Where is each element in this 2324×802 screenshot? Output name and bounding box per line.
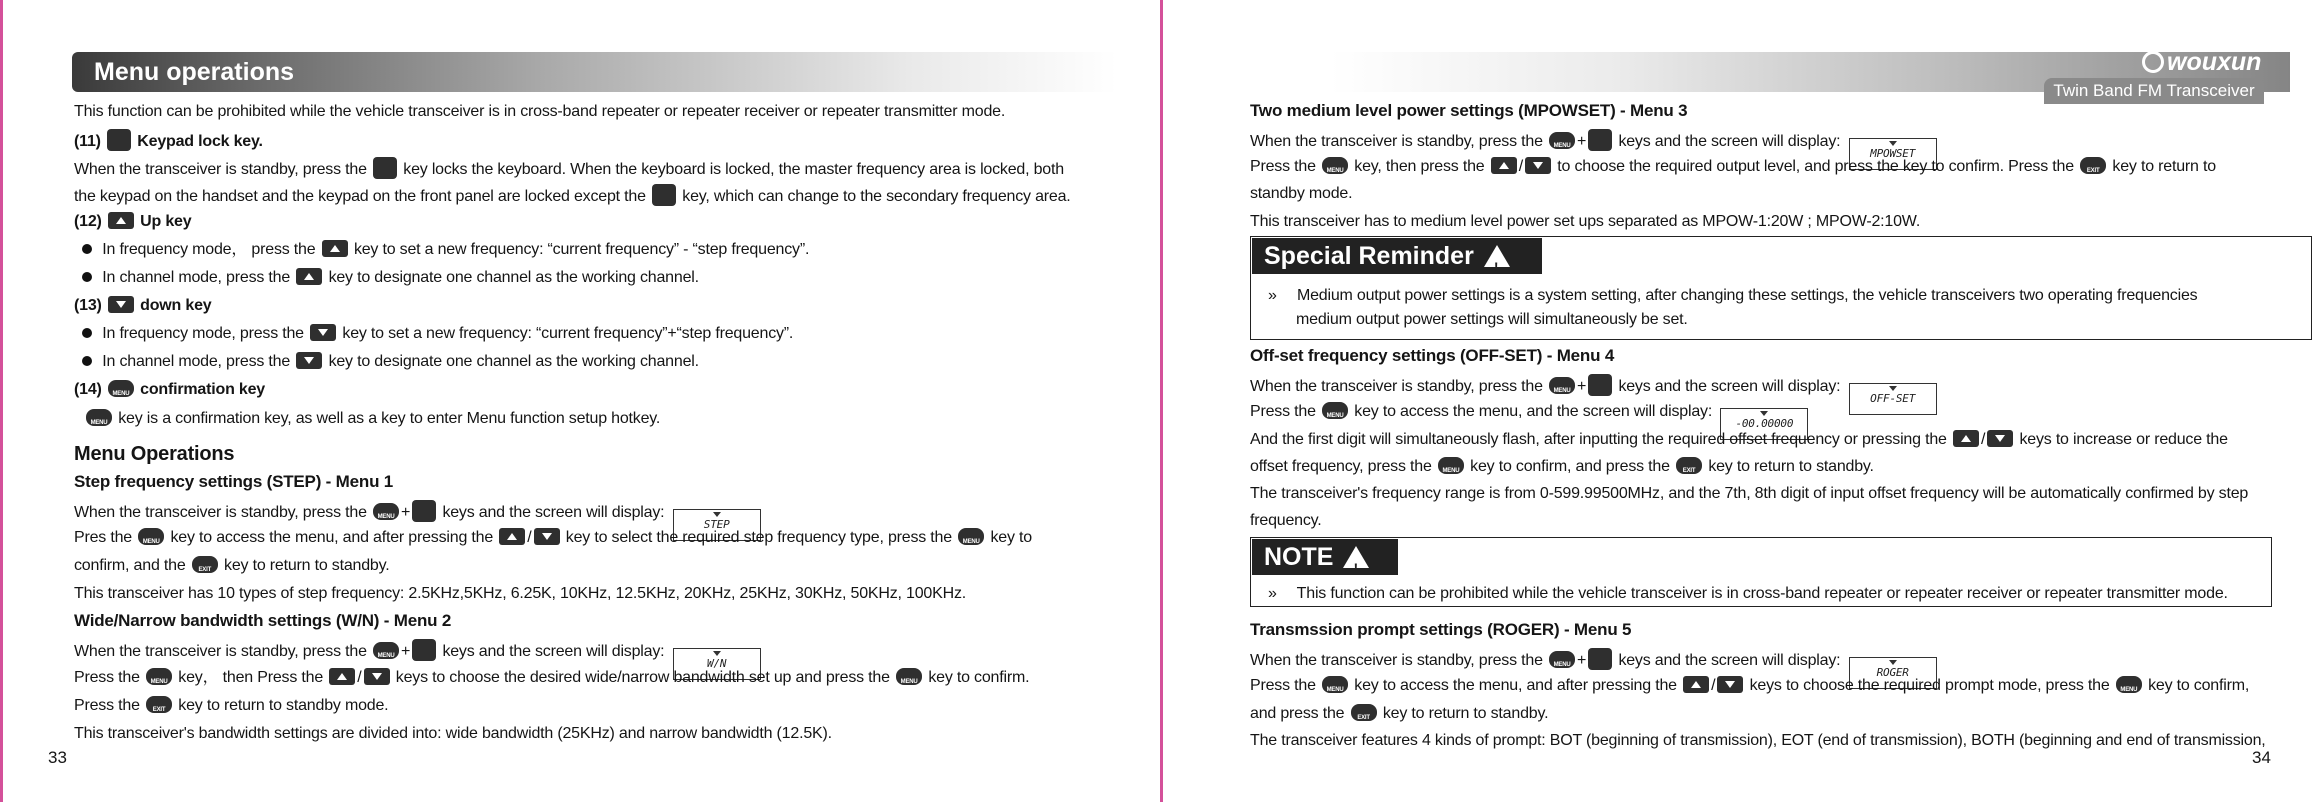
band-key-icon <box>412 500 436 522</box>
exit-key-icon <box>192 556 218 573</box>
up-arrow-key-icon <box>108 212 134 229</box>
key-3-icon <box>1588 129 1612 151</box>
text: keys to choose the desired wide/narrow bandwidth set up and press the <box>395 669 890 686</box>
text: key to <box>990 529 1032 546</box>
menu-key-icon <box>1322 157 1348 174</box>
text: key is a confirmation key, as well as a key to enter Menu function setup hotkey. <box>118 410 661 427</box>
text: and press the <box>1250 705 1345 722</box>
menu-key-icon <box>373 642 399 659</box>
down-arrow-key-icon <box>364 668 390 685</box>
lcd-display: MPOWSET <box>1849 138 1937 170</box>
text: key to access the menu, and after pressing the <box>170 529 494 546</box>
text: key to return to standby. <box>224 557 390 574</box>
chevron-right-icon: » <box>1268 585 1277 602</box>
text: key to return to standby. <box>1708 458 1874 475</box>
menu-key-icon <box>1549 651 1575 668</box>
lcd-display: ROGER <box>1849 657 1937 689</box>
slash: / <box>1711 677 1716 694</box>
offset-heading: Off-set frequency settings (OFF-SET) - Menu 4 <box>1250 346 1615 365</box>
menu-key-icon <box>1438 457 1464 474</box>
plus-sign: + <box>401 504 411 521</box>
offset-line5: The transceiver's frequency range is from 0-599.99500MHz, and the 7th, 8th digit of input offset frequency will be automatically confirmed by step <box>1250 485 2249 502</box>
up-arrow-key-icon <box>329 668 355 685</box>
text: Press the <box>1250 677 1316 694</box>
reminder-line1 <box>1268 286 2197 306</box>
plus-sign: + <box>1577 133 1587 150</box>
offset-line6: frequency. <box>1250 512 1322 529</box>
text: key to set a new frequency: “current frequency” - “step frequency”. <box>353 241 810 258</box>
text: key to return to standby mode. <box>178 697 389 714</box>
step-line4: This transceiver has 10 types of step frequency: 2.5KHz,5KHz, 6.25K, 10KHz, 12.5KHz, 20KHz, 25KHz, 30KHz, 50KHz, 100KHz. <box>74 585 967 602</box>
item-title: Up key <box>140 213 192 230</box>
text: Pres the <box>74 529 132 546</box>
menu-key-icon <box>2116 676 2142 693</box>
text: keys and the screen will display: <box>1618 378 1841 395</box>
note-line1 <box>1268 584 2228 604</box>
down-key-heading <box>74 296 211 316</box>
text: key， then Press the <box>178 669 324 686</box>
menu-key-icon <box>1549 377 1575 394</box>
mpowset-line3: standby mode. <box>1250 185 1353 202</box>
up-arrow-key-icon <box>1953 430 1979 447</box>
warning-icon <box>1484 245 1510 267</box>
text: key, which can change to the secondary frequency area. <box>682 188 1071 205</box>
mpowset-heading: Two medium level power settings (MPOWSET) - Menu 3 <box>1250 101 1688 120</box>
lcd-display: STEP <box>673 509 761 541</box>
roger-heading: Transmssion prompt settings (ROGER) - Menu 5 <box>1250 620 1632 639</box>
down-arrow-key-icon <box>1525 157 1551 174</box>
text: keys and the screen will display: <box>442 504 665 521</box>
down-arrow-key-icon <box>296 352 322 369</box>
key-5-icon <box>1588 648 1612 670</box>
bullet-icon <box>82 356 92 366</box>
step-heading: Step frequency settings (STEP) - Menu 1 <box>74 472 394 491</box>
menu-key-icon <box>108 380 134 397</box>
section-title: Menu operations <box>94 58 295 86</box>
plus-sign: + <box>1577 378 1587 395</box>
text: confirm, and the <box>74 557 186 574</box>
menu-operations-heading: Menu Operations <box>74 443 235 465</box>
down-arrow-key-icon <box>534 528 560 545</box>
text: In channel mode, press the <box>102 353 291 370</box>
text: When the transceiver is standby, press the <box>1250 652 1543 669</box>
up-arrow-key-icon <box>296 268 322 285</box>
menu-key-icon <box>86 409 112 426</box>
text: key to designate one channel as the working channel. <box>328 353 699 370</box>
mpowset-line2 <box>1250 157 2216 177</box>
text: keys to choose the required prompt mode, press the <box>1749 677 2110 694</box>
keypad-lock-line1 <box>74 157 1064 180</box>
text: key locks the keyboard. When the keyboard is locked, the master frequency area is locked, both <box>403 161 1064 178</box>
menu-key-icon <box>958 528 984 545</box>
intro-text: This function can be prohibited while the vehicle transceiver is in cross-band repeater or repeater receiver or repeater transmitter mode. <box>74 103 1006 120</box>
text: Press the <box>74 669 140 686</box>
step-line2 <box>74 528 1032 548</box>
text: Press the <box>1250 403 1316 420</box>
up-arrow-key-icon <box>1683 676 1709 693</box>
exit-key-icon <box>146 696 172 713</box>
up-arrow-key-icon <box>322 240 348 257</box>
warning-icon <box>1343 546 1369 568</box>
text: When the transceiver is standby, press the <box>74 161 367 178</box>
roger-line3 <box>1250 704 1548 724</box>
down-arrow-key-icon <box>310 324 336 341</box>
lcd-display: -00.00000 <box>1720 408 1808 440</box>
special-reminder-tag <box>1252 238 1542 274</box>
logo-icon <box>2142 51 2164 73</box>
confirm-key-heading <box>74 380 265 400</box>
text: key to access the menu, and the screen will display: <box>1354 403 1713 420</box>
text: Press the <box>1250 158 1316 175</box>
text: key to set a new frequency: “current frequency”+“step frequency”. <box>342 325 794 342</box>
text: Medium output power settings is a system setting, after changing these settings, the vehicle transceivers two operating frequencies <box>1296 287 2198 304</box>
text: key to confirm. <box>928 669 1030 686</box>
item-number: (12) <box>74 213 102 230</box>
page-34 <box>1166 0 2324 802</box>
mpowset-line4: This transceiver has to medium level power set ups separated as MPOW-1:20W ; MPOW-2:10W. <box>1250 213 1921 230</box>
band-key-icon <box>652 184 676 206</box>
text: key to confirm, <box>2148 677 2250 694</box>
menu-key-icon <box>138 528 164 545</box>
up-key-heading <box>74 212 191 232</box>
text: key to return to <box>2112 158 2216 175</box>
wn-line2 <box>74 668 1029 688</box>
text: key, then press the <box>1354 158 1485 175</box>
wn-line3 <box>74 696 388 716</box>
text: In frequency mode, press the <box>102 325 304 342</box>
keypad-lock-heading <box>74 129 263 152</box>
down-key-bullet2 <box>78 352 699 372</box>
menu-key-icon <box>1549 132 1575 149</box>
up-arrow-key-icon <box>1491 157 1517 174</box>
page-number: 33 <box>48 748 67 767</box>
exit-key-icon <box>1676 457 1702 474</box>
text: In frequency mode， press the <box>102 241 316 258</box>
text: the keypad on the handset and the keypad on the front panel are locked except the <box>74 188 646 205</box>
reminder-line2: medium output power settings will simultaneously be set. <box>1296 311 1688 328</box>
down-key-bullet1 <box>78 324 793 344</box>
text: When the transceiver is standby, press the <box>1250 133 1543 150</box>
menu-key-icon <box>896 668 922 685</box>
text: When the transceiver is standby, press the <box>1250 378 1543 395</box>
exit-key-icon <box>2080 157 2106 174</box>
menu-key-icon <box>146 668 172 685</box>
text: key to select the required step frequency type, press the <box>565 529 952 546</box>
logo-text: wouxun <box>2167 47 2262 76</box>
item-title: Keypad lock key. <box>137 133 263 150</box>
text: When the transceiver is standby, press the <box>74 643 367 660</box>
text: offset frequency, press the <box>1250 458 1432 475</box>
text: In channel mode, press the <box>102 269 291 286</box>
text: key to confirm, and press the <box>1470 458 1670 475</box>
text: keys and the screen will display: <box>1618 133 1841 150</box>
item-number: (14) <box>74 381 102 398</box>
slash: / <box>1518 158 1523 175</box>
slash: / <box>357 669 362 686</box>
lock-key-icon <box>107 129 131 151</box>
offset-line4 <box>1250 457 1874 477</box>
down-arrow-key-icon <box>108 296 134 313</box>
text: keys to increase or reduce the <box>2019 431 2228 448</box>
page-33 <box>0 0 1160 802</box>
brand-logo <box>2142 46 2266 78</box>
text: key to return to standby. <box>1382 705 1549 722</box>
down-arrow-key-icon <box>1717 676 1743 693</box>
item-number: (13) <box>74 297 102 314</box>
text: key to access the menu, and after pressing the <box>1354 677 1677 694</box>
up-arrow-key-icon <box>499 528 525 545</box>
text: keys and the screen will display: <box>442 643 665 660</box>
roger-line4: The transceiver features 4 kinds of prompt: BOT (beginning of transmission), EOT (end of transmission), BOTH (beginning and end of transmission, <box>1250 732 2266 749</box>
bullet-icon <box>82 328 92 338</box>
up-key-bullet1 <box>78 240 809 260</box>
exit-key-icon <box>1351 704 1377 721</box>
confirm-key-text <box>84 409 660 429</box>
note-tag <box>1252 539 1398 575</box>
item-number: (11) <box>74 133 101 150</box>
wn-line4: This transceiver's bandwidth settings are divided into: wide bandwidth (25KHz) and narrow bandwidth (12.5K). <box>74 725 832 742</box>
wn-heading: Wide/Narrow bandwidth settings (W/N) - Menu 2 <box>74 611 452 630</box>
slash: / <box>527 529 532 546</box>
section-banner <box>72 52 1117 92</box>
text: key to designate one channel as the working channel. <box>328 269 699 286</box>
item-title: down key <box>140 297 212 314</box>
bullet-icon <box>82 244 92 254</box>
roger-line2 <box>1250 676 2249 696</box>
page-gutter <box>1160 0 1163 802</box>
menu-key-icon <box>373 503 399 520</box>
note-title: NOTE <box>1264 543 1334 571</box>
text: When the transceiver is standby, press the <box>74 504 367 521</box>
text: to choose the required output level, and press the key to confirm. Press the <box>1557 158 2074 175</box>
keypad-lock-line2 <box>74 184 1071 207</box>
menu-key-icon <box>1322 676 1348 693</box>
plus-sign: + <box>1577 652 1587 669</box>
text: This function can be prohibited while the vehicle transceiver is in cross-band repeater or repeater receiver or repeater transmitter mode. <box>1296 585 2228 602</box>
key-2-icon <box>412 639 436 661</box>
text: And the first digit will simultaneously flash, after inputting the required offset frequency or pressing the <box>1250 431 1947 448</box>
brand-subtitle: Twin Band FM Transceiver <box>2044 78 2264 104</box>
lcd-display: W/N <box>673 648 761 680</box>
bullet-icon <box>82 272 92 282</box>
up-key-bullet2 <box>78 268 699 288</box>
menu-key-icon <box>1322 402 1348 419</box>
text: Press the <box>74 697 140 714</box>
chevron-right-icon: » <box>1268 287 1277 304</box>
text: keys and the screen will display: <box>1618 652 1841 669</box>
key-4-icon <box>1588 374 1612 396</box>
offset-line3 <box>1250 430 2228 450</box>
page-number: 34 <box>2252 748 2271 767</box>
down-arrow-key-icon <box>1987 430 2013 447</box>
special-reminder-title: Special Reminder <box>1264 242 1474 270</box>
plus-sign: + <box>401 643 411 660</box>
item-title: confirmation key <box>140 381 265 398</box>
lock-key-icon <box>373 157 397 179</box>
step-line3 <box>74 556 390 576</box>
lcd-display: OFF-SET <box>1849 383 1937 415</box>
slash: / <box>1980 431 1986 448</box>
